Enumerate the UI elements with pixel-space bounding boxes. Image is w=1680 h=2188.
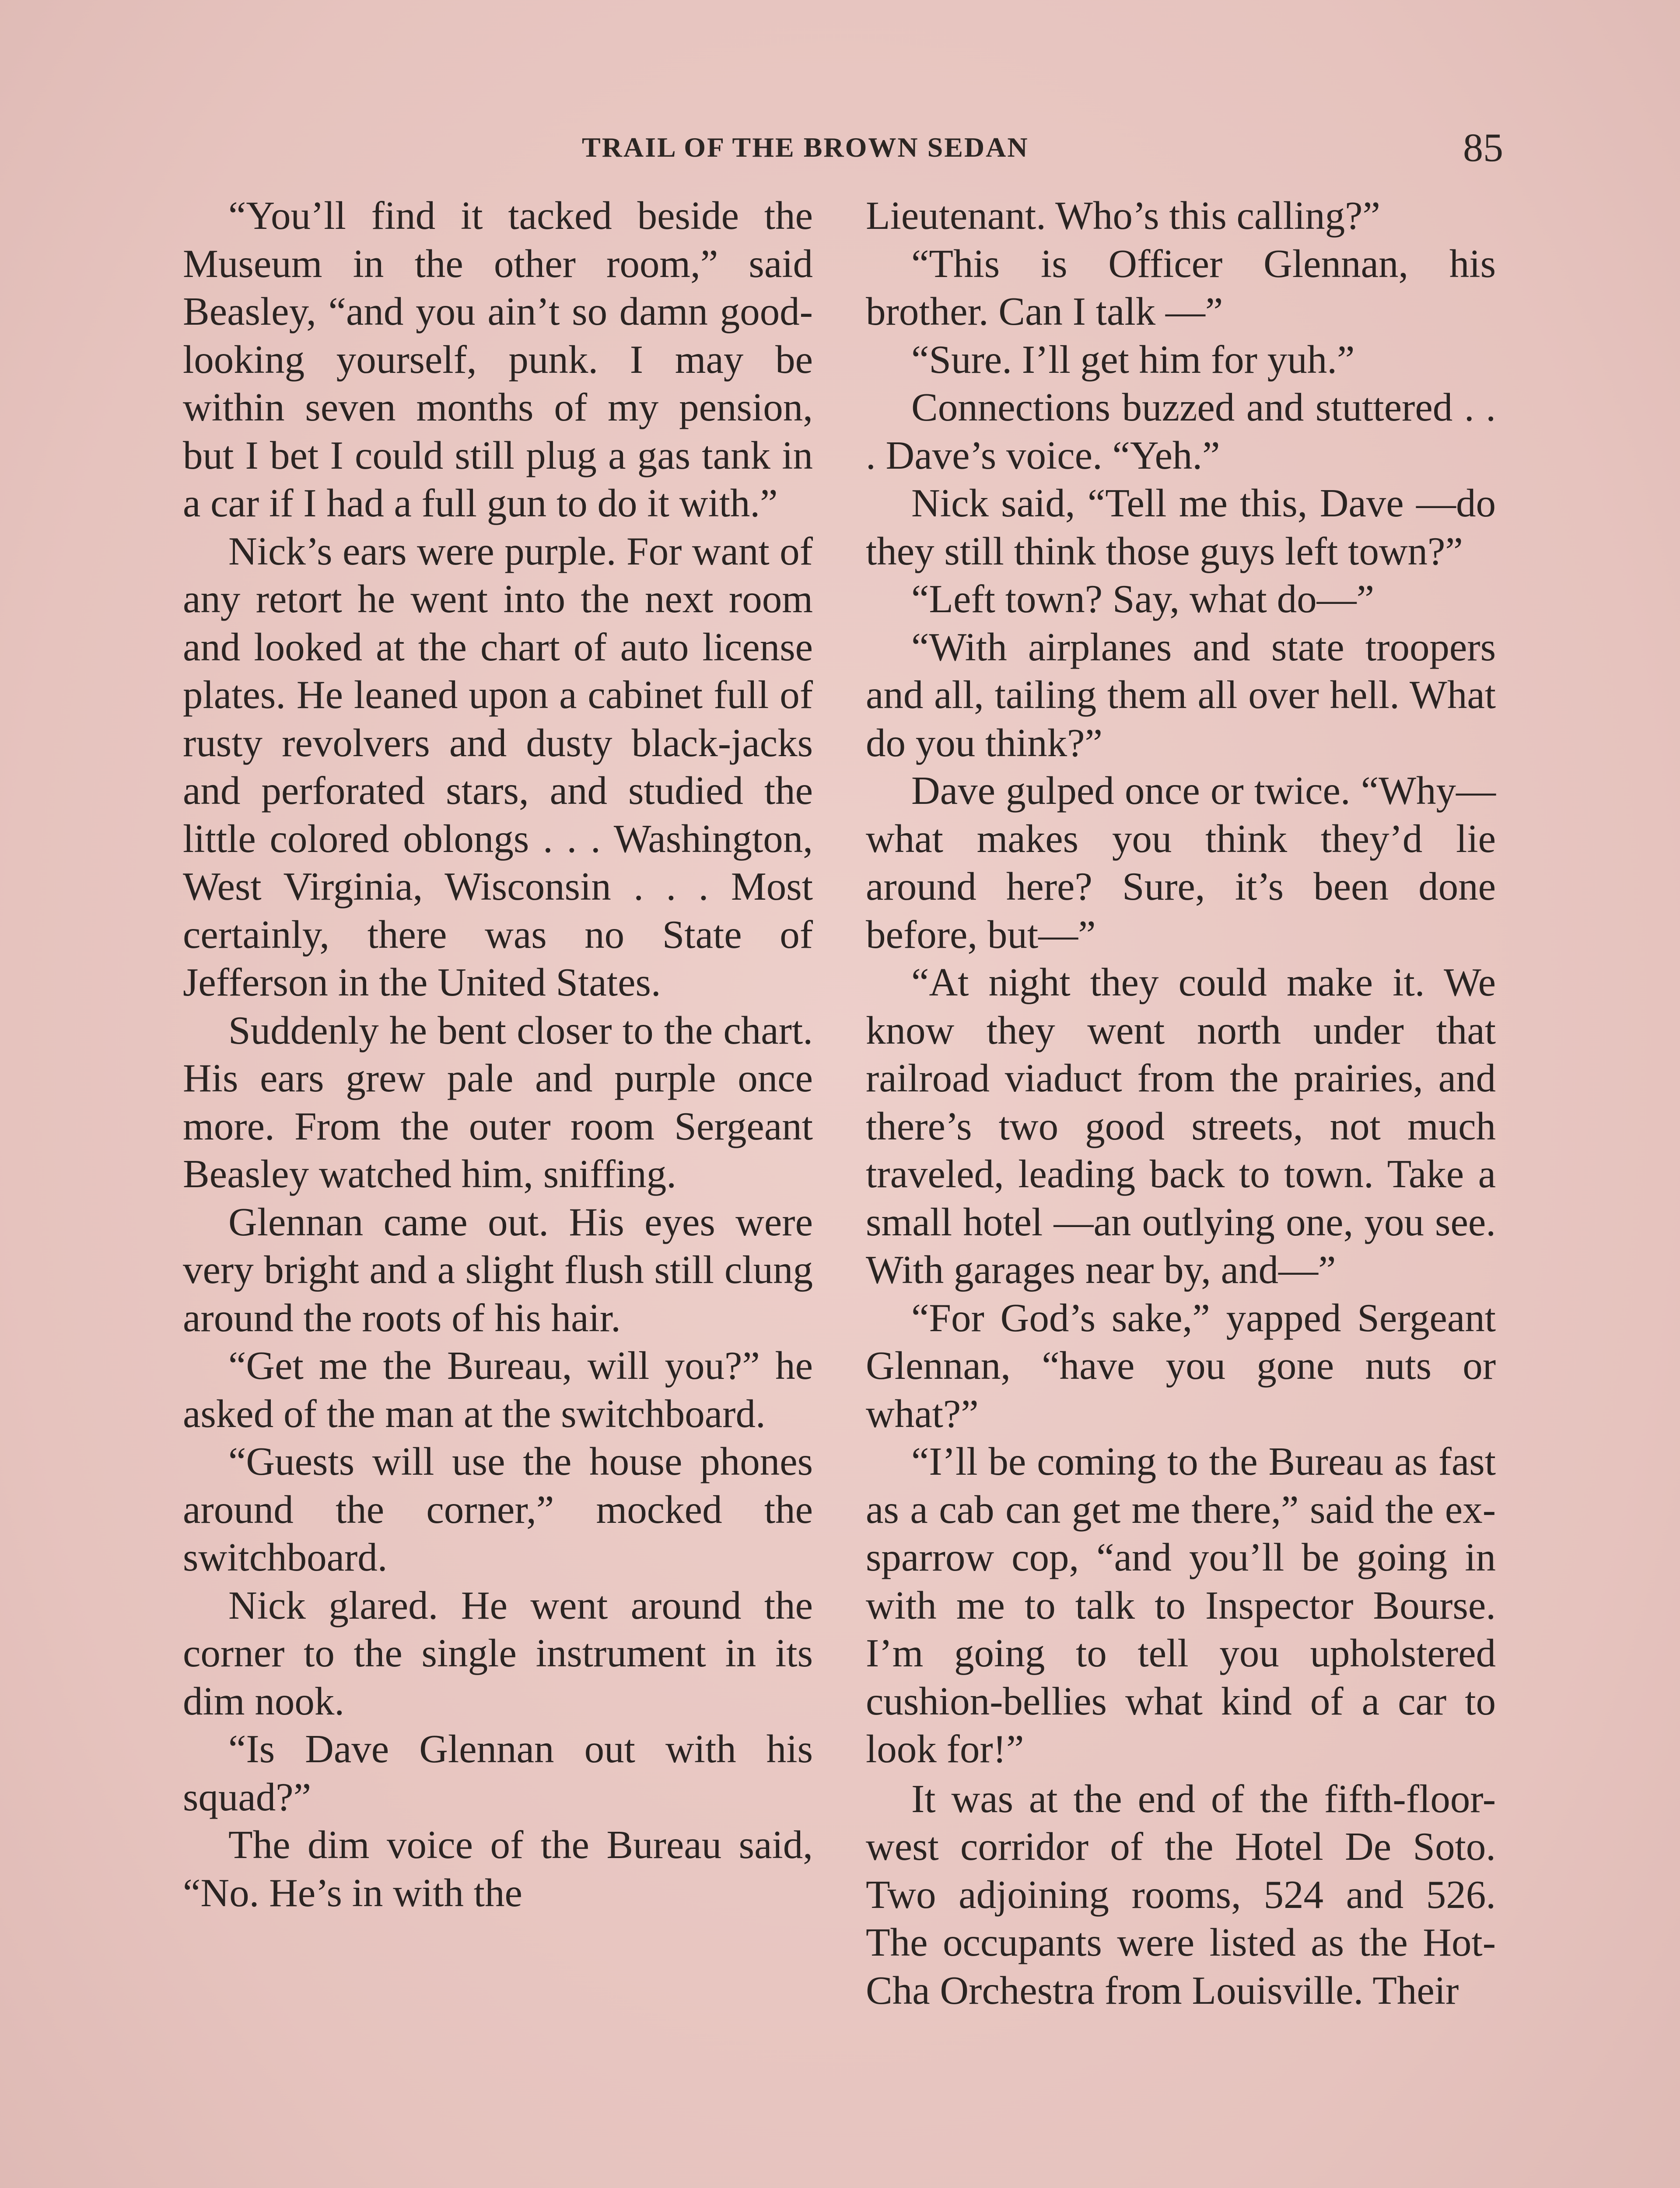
running-header-title: TRAIL OF THE BROWN SEDAN: [582, 132, 1029, 163]
paragraph: Connections buzzed and stuttered . . . Dave’s voice. “Yeh.”: [866, 385, 1496, 477]
paragraph: Nick’s ears were purple. For want of any retort he went into the next room and looked at the chart of auto license plates. He leaned upon a cabinet full of rusty revolvers and dusty black-jacks and perforated stars, and studied the little colored oblongs . . . Washington, West Virginia, Wisconsin . . . Most certainly, there was no State of Jefferson in the United States.: [183, 529, 813, 1004]
paragraph: “At night they could make it. We know they went north under that railroad viaduct from the prairies, and there’s two good streets, not much traveled, leading back to town. Take a small hotel —an outlying one, you see. With garages near by, and—”: [866, 960, 1496, 1292]
paragraph-continued: Lieutenant. Who’s this calling?”: [866, 193, 1380, 238]
paragraph: “I’ll be coming to the Bureau as fast as a cab can get me there,” said the ex-sparrow cop, “and you’ll be going in with me to talk to Inspector Bourse. I’m going to tell you upholstered cushion-bellies what kind of a car to look for!”: [866, 1439, 1496, 1771]
paragraph: “Guests will use the house phones around the corner,” mocked the switchboard.: [183, 1439, 813, 1579]
paragraph: “You’ll find it tacked beside the Museum in the other room,” said Beasley, “and you ain’t so damn good-looking yourself, punk. I may be within seven months of my pension, but I bet I could still plug a gas tank in a car if I had a full gun to do it with.”: [183, 193, 813, 525]
paragraph: “With airplanes and state troopers and all, tailing them all over hell. What do you think?”: [866, 624, 1496, 765]
page-number: 85: [1463, 125, 1503, 170]
paragraph: “This is Officer Glennan, his brother. Can I talk —”: [866, 241, 1496, 333]
right-column: [866, 192, 1496, 2014]
paragraph: “Get me the Bureau, will you?” he asked of the man at the switchboard.: [183, 1343, 813, 1436]
paragraph: Nick glared. He went around the corner to the single instrument in its dim nook.: [183, 1583, 813, 1723]
paragraph: It was at the end of the fifth-floor-west corridor of the Hotel De Soto. Two adjoining rooms, 524 and 526. The occupants were listed as the Hot-Cha Orchestra from Louisville. Their: [866, 1776, 1496, 2013]
paragraph: The dim voice of the Bureau said, “No. He’s in with the: [183, 1823, 813, 1915]
paragraph: “Sure. I’ll get him for yuh.”: [911, 337, 1355, 382]
paragraph: Nick said, “Tell me this, Dave —do they still think those guys left town?”: [866, 481, 1496, 573]
paragraph: Dave gulped once or twice. “Why—what makes you think they’d lie around here? Sure, it’s been done before, but—”: [866, 768, 1496, 957]
paragraph: Suddenly he bent closer to the chart. His ears grew pale and purple once more. From the outer room Sergeant Beasley watched him, sniffing.: [183, 1008, 813, 1196]
paragraph: “Is Dave Glennan out with his squad?”: [183, 1727, 813, 1819]
paragraph: “For God’s sake,” yapped Sergeant Glennan, “have you gone nuts or what?”: [866, 1295, 1496, 1436]
paragraph: Glennan came out. His eyes were very bright and a slight flush still clung around the roots of his hair.: [183, 1199, 813, 1340]
paragraph: “Left town? Say, what do—”: [911, 577, 1374, 621]
left-column: [183, 192, 813, 1917]
